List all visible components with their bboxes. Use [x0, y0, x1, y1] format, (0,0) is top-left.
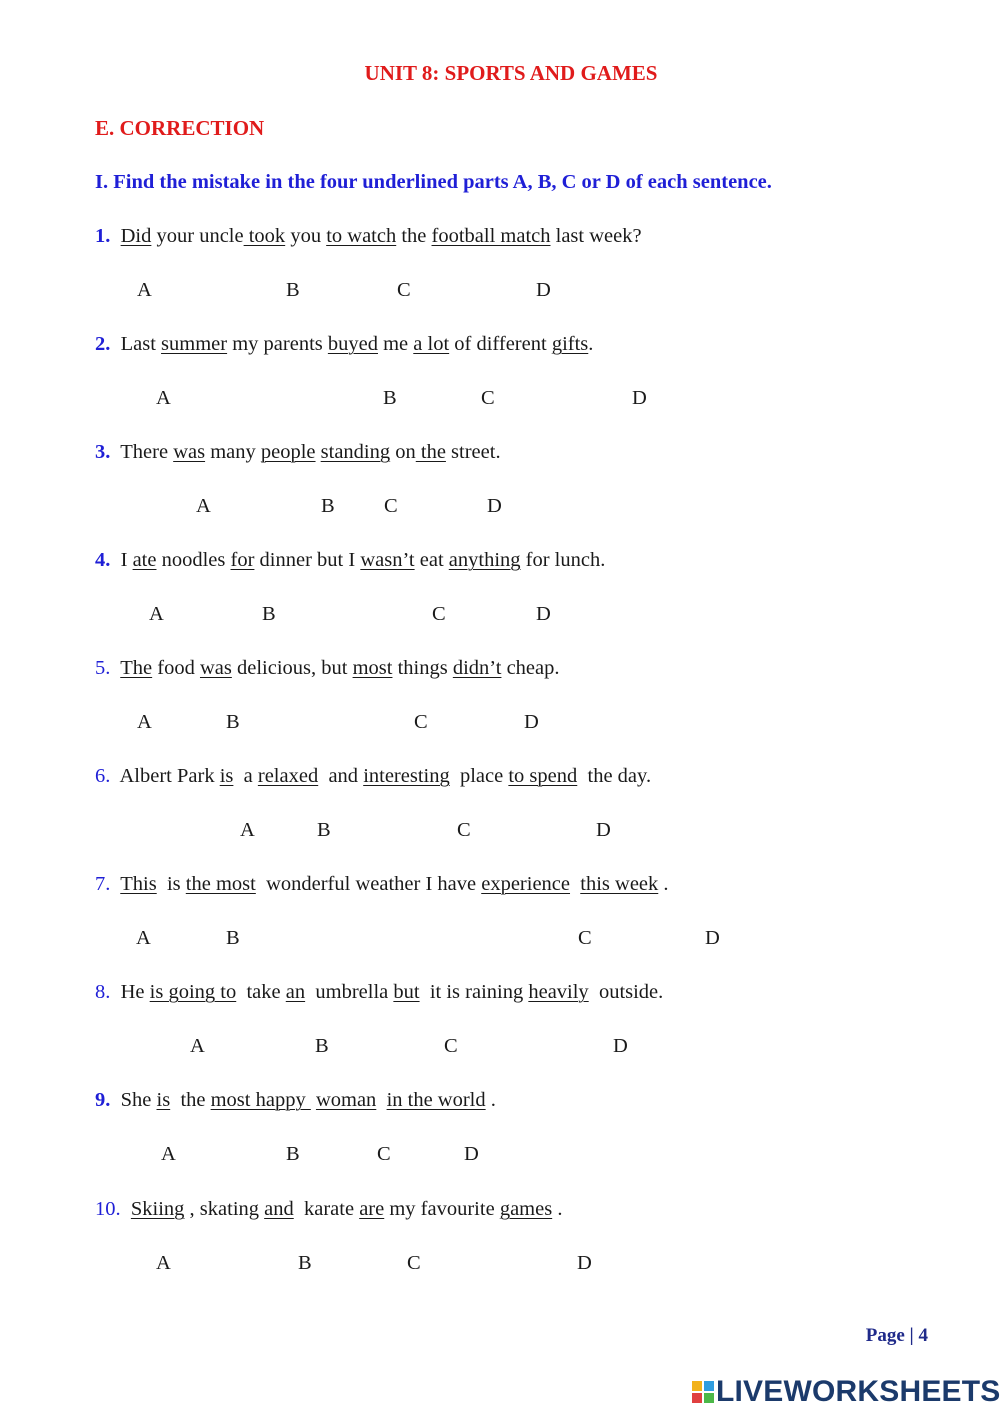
- question-number-dot: .: [105, 765, 111, 787]
- question-number-dot: .: [115, 1198, 121, 1220]
- sentence-text: Last: [120, 333, 162, 355]
- sentence-text: umbrella: [305, 981, 394, 1003]
- option-letter-b: B: [321, 495, 335, 517]
- option-letter-c: C: [407, 1252, 421, 1274]
- option-letter-b: B: [286, 1143, 300, 1165]
- underlined-part: to spend: [508, 765, 578, 787]
- question-1: [95, 225, 642, 248]
- question-number: 5: [95, 657, 106, 679]
- question-8: [95, 981, 663, 1004]
- underlined-part: are: [359, 1198, 385, 1220]
- option-letter-d: D: [705, 927, 720, 949]
- question-2: [95, 333, 593, 356]
- option-letter-d: D: [464, 1143, 479, 1165]
- instruction: I. Find the mistake in the four underlined parts A, B, C or D of each sentence.: [95, 171, 772, 193]
- question-number: 10: [95, 1198, 116, 1220]
- underlined-part: standing: [320, 441, 391, 463]
- sentence-text: karate: [293, 1198, 360, 1220]
- underlined-part: to watch: [326, 225, 397, 247]
- option-letter-b: B: [286, 279, 300, 301]
- underlined-part: but: [393, 981, 420, 1003]
- sentence-text: food: [152, 657, 200, 679]
- question-4: [95, 549, 605, 572]
- question-number-dot: .: [105, 657, 111, 679]
- question-number: 9.: [95, 1089, 111, 1111]
- option-letter-a: A: [196, 495, 211, 517]
- liveworksheets-icon: [692, 1381, 714, 1403]
- underlined-part: and: [264, 1198, 294, 1220]
- page-title: UNIT 8: SPORTS AND GAMES: [364, 61, 658, 85]
- sentence-text: .: [658, 873, 669, 895]
- sentence-text: for lunch.: [520, 549, 606, 571]
- underlined-part: This: [120, 873, 157, 895]
- question-number-dot: .: [105, 873, 111, 895]
- sentence-text: the: [396, 225, 432, 247]
- question-9: [95, 1089, 496, 1112]
- underlined-part: is: [156, 1089, 171, 1111]
- sentence-text: dinner but I: [254, 549, 361, 571]
- sentence-text: me: [377, 333, 414, 355]
- option-letter-c: C: [377, 1143, 391, 1165]
- sentence-text: a: [233, 765, 258, 787]
- sentence-text: street.: [445, 441, 501, 463]
- sentence-text: it is raining: [419, 981, 529, 1003]
- underlined-part: most happy: [210, 1089, 311, 1111]
- question-5: [95, 657, 559, 680]
- sentence-text: She: [120, 1089, 157, 1111]
- underlined-part: a lot: [413, 333, 450, 355]
- question-number: 3.: [95, 441, 111, 463]
- underlined-part: in the world: [386, 1089, 486, 1111]
- sentence-text: wonderful weather I have: [255, 873, 482, 895]
- sentence-text: you: [285, 225, 327, 247]
- question-number: 1.: [95, 225, 111, 247]
- sentence-text: outside.: [588, 981, 664, 1003]
- spacer: [121, 1198, 131, 1220]
- underlined-part: the: [415, 441, 446, 463]
- option-letter-d: D: [577, 1252, 592, 1274]
- spacer: [110, 549, 120, 571]
- sentence-text: the day.: [577, 765, 652, 787]
- sentence-text: take: [236, 981, 286, 1003]
- page-number: Page | 4: [865, 1325, 928, 1346]
- liveworksheets-logo: [692, 1374, 1000, 1410]
- option-letter-d: D: [536, 279, 551, 301]
- option-letter-d: D: [524, 711, 539, 733]
- underlined-part: was: [173, 441, 206, 463]
- underlined-part: this week: [580, 873, 659, 895]
- underlined-part: an: [285, 981, 306, 1003]
- sentence-text: Albert Park: [119, 765, 220, 787]
- sentence-text: , skating: [184, 1198, 265, 1220]
- option-letter-a: A: [156, 1252, 171, 1274]
- option-letter-a: A: [136, 927, 151, 949]
- spacer: [110, 1089, 120, 1111]
- underlined-part: relaxed: [257, 765, 319, 787]
- option-letter-c: C: [432, 603, 446, 625]
- spacer: [110, 765, 119, 787]
- option-letter-c: C: [457, 819, 471, 841]
- spacer: [110, 441, 120, 463]
- spacer: [110, 657, 120, 679]
- option-letter-b: B: [226, 711, 240, 733]
- option-letter-a: A: [137, 711, 152, 733]
- option-letter-c: C: [578, 927, 592, 949]
- underlined-part: ate: [132, 549, 157, 571]
- option-letter-d: D: [487, 495, 502, 517]
- underlined-part: The: [120, 657, 153, 679]
- spacer: [110, 225, 120, 247]
- underlined-part: Skiing: [130, 1198, 185, 1220]
- sentence-text: [570, 873, 580, 895]
- underlined-part: woman: [315, 1089, 377, 1111]
- underlined-part: took: [243, 225, 286, 247]
- option-letter-d: D: [632, 387, 647, 409]
- option-letter-c: C: [414, 711, 428, 733]
- underlined-part: Did: [120, 225, 152, 247]
- option-letter-c: C: [397, 279, 411, 301]
- underlined-part: wasn’t: [360, 549, 415, 571]
- option-letter-b: B: [298, 1252, 312, 1274]
- underlined-part: summer: [161, 333, 228, 355]
- question-3: [95, 441, 501, 464]
- sentence-text: noodles: [156, 549, 231, 571]
- underlined-part: gifts: [551, 333, 589, 355]
- sentence-text: my parents: [227, 333, 328, 355]
- underlined-part: people: [260, 441, 316, 463]
- underlined-part: games: [499, 1198, 553, 1220]
- sentence-text: the: [170, 1089, 211, 1111]
- option-letter-a: A: [156, 387, 171, 409]
- option-letter-a: A: [149, 603, 164, 625]
- spacer: [110, 981, 120, 1003]
- question-number: 6: [95, 765, 106, 787]
- underlined-part: didn’t: [452, 657, 502, 679]
- underlined-part: buyed: [327, 333, 378, 355]
- option-letter-d: D: [536, 603, 551, 625]
- underlined-part: heavily: [528, 981, 589, 1003]
- option-letter-c: C: [444, 1035, 458, 1057]
- underlined-part: was: [199, 657, 232, 679]
- spacer: [110, 873, 120, 895]
- sentence-text: things: [392, 657, 453, 679]
- sentence-text: There: [120, 441, 174, 463]
- sentence-text: on: [390, 441, 416, 463]
- question-number: 2.: [95, 333, 111, 355]
- sentence-text: He: [120, 981, 150, 1003]
- section-heading: E. CORRECTION: [95, 116, 265, 140]
- spacer: [110, 333, 120, 355]
- underlined-part: interesting: [363, 765, 450, 787]
- question-6: [95, 765, 651, 788]
- option-letter-c: C: [481, 387, 495, 409]
- underlined-part: experience: [481, 873, 571, 895]
- sentence-text: [376, 1089, 386, 1111]
- option-letter-a: A: [240, 819, 255, 841]
- sentence-text: cheap.: [501, 657, 560, 679]
- underlined-part: anything: [448, 549, 521, 571]
- question-10: [95, 1198, 562, 1221]
- sentence-text: delicious, but: [231, 657, 353, 679]
- underlined-part: football match: [431, 225, 551, 247]
- option-letter-a: A: [137, 279, 152, 301]
- sentence-text: is: [156, 873, 186, 895]
- option-letter-b: B: [317, 819, 331, 841]
- question-number: 4.: [95, 549, 111, 571]
- sentence-text: many: [205, 441, 261, 463]
- option-letter-a: A: [190, 1035, 205, 1057]
- sentence-text: place: [449, 765, 509, 787]
- option-letter-a: A: [161, 1143, 176, 1165]
- option-letter-b: B: [383, 387, 397, 409]
- underlined-part: most: [352, 657, 393, 679]
- sentence-text: of different: [449, 333, 552, 355]
- option-letter-b: B: [315, 1035, 329, 1057]
- option-letter-d: D: [596, 819, 611, 841]
- sentence-text: last week?: [550, 225, 642, 247]
- brand-name: LIVEWORKSHEETS: [716, 1375, 1000, 1408]
- sentence-text: eat: [414, 549, 449, 571]
- sentence-text: .: [552, 1198, 563, 1220]
- option-letter-d: D: [613, 1035, 628, 1057]
- question-number-dot: .: [105, 981, 111, 1003]
- underlined-part: is going to: [149, 981, 237, 1003]
- question-7: [95, 873, 669, 896]
- sentence-text: .: [485, 1089, 496, 1111]
- underlined-part: for: [230, 549, 255, 571]
- question-number: 8: [95, 981, 106, 1003]
- underlined-part: the most: [185, 873, 256, 895]
- question-number: 7: [95, 873, 106, 895]
- option-letter-b: B: [262, 603, 276, 625]
- option-letter-c: C: [384, 495, 398, 517]
- option-letter-b: B: [226, 927, 240, 949]
- sentence-text: your uncle: [151, 225, 244, 247]
- sentence-text: .: [588, 333, 594, 355]
- sentence-text: and: [318, 765, 364, 787]
- sentence-text: my favourite: [384, 1198, 500, 1220]
- underlined-part: is: [219, 765, 234, 787]
- sentence-text: I: [120, 549, 133, 571]
